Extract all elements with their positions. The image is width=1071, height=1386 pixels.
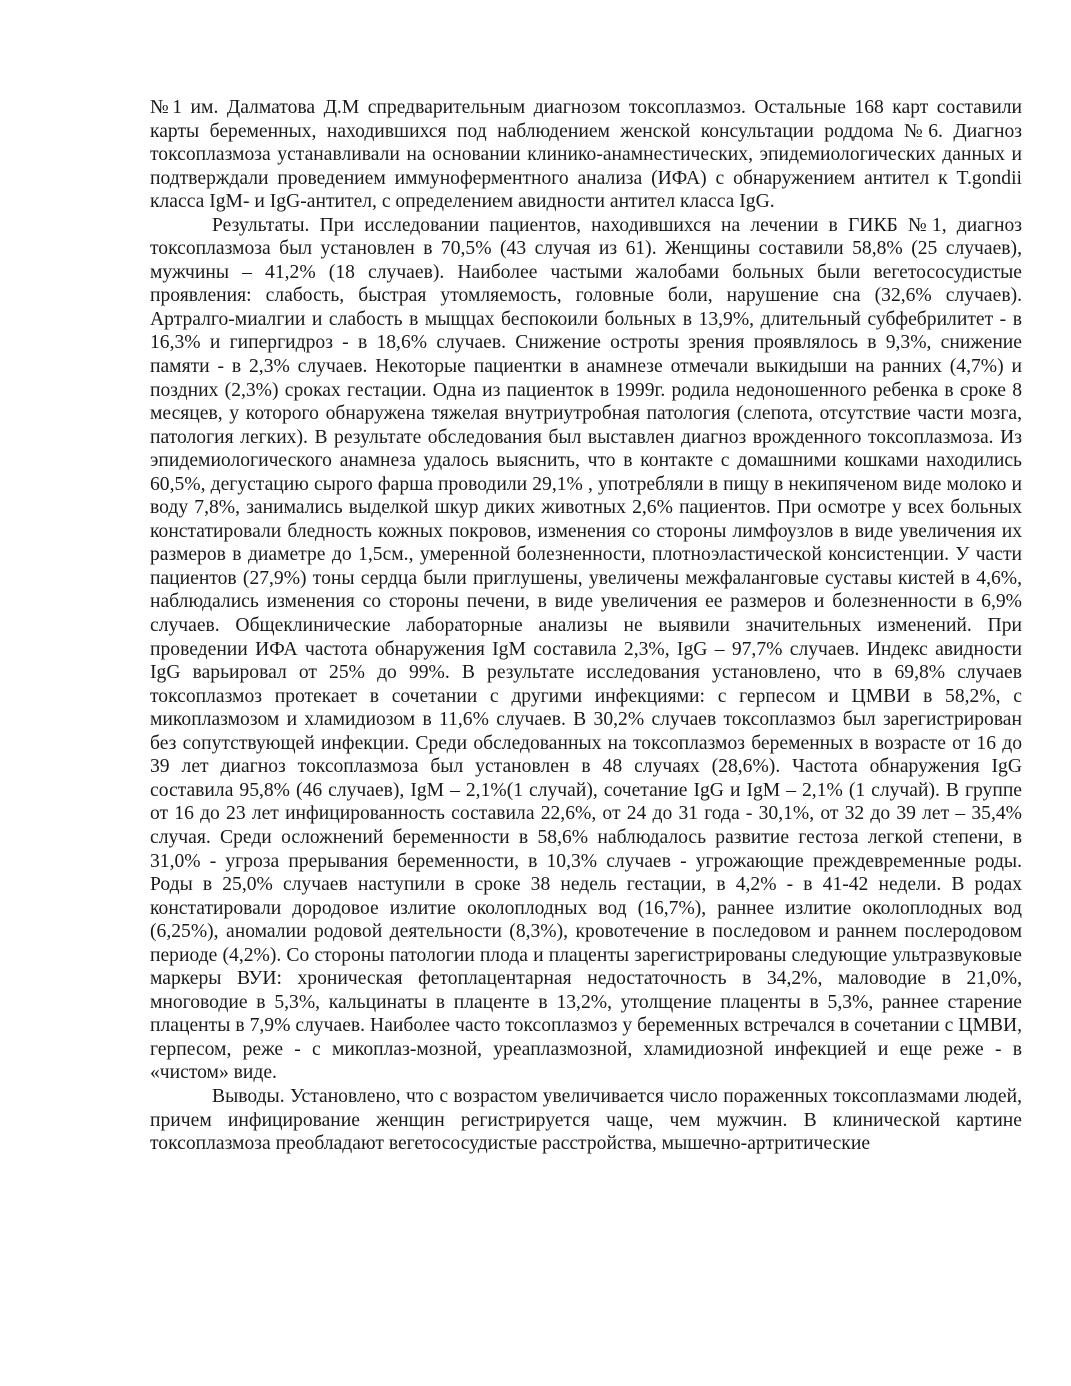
paragraph-results: Результаты. При исследовании пациентов, находившихся на лечении в ГИКБ №1, диагноз токсоплазмоза был установлен в 70,5% (43 случая из 61). Женщины составили 58,8% (25 случаев), мужчины – 41,2% (18 случаев). Наиболее частыми жалобами больных были вегетососудистые проявления: слабость, быстрая утомляемость, головные боли, нарушение сна (32,6% случаев). Артралго-миалгии и слабость в мыщцах беспокоили больных в 13,9%, длительный субфебрилитет - в 16,3% и гипергидроз - в 18,6% случаев. Снижение остроты зрения проявлялось в 9,3%, снижение памяти - в 2,3% случаев. Некоторые пациентки в анамнезе отмечали выкидыши на ранних (4,7%) и поздних (2,3%) сроках гестации. Одна из пациенток в 1999г. родила недоношенного ребенка в сроке 8 месяцев, у которого обнаружена тяжелая внутриутробная патология (слепота, отсутствие части мозга, патология легких). В результате обследования был выставлен диагноз врожденного токсоплазмоза. Из эпидемиологического анамнеза удалось выяснить, что в контакте с домашними кошками находились 60,5%, дегустацию сырого фарша проводили 29,1% , употребляли в пищу в некипяченом виде молоко и воду 7,8%, занимались выделкой шкур диких животных 2,6% пациентов. При осмотре у всех больных констатировали бледность кожных покровов, изменения со стороны лимфоузлов в виде увеличения их размеров в диаметре до 1,5см., умеренной болезненности, плотноэластической консистенции. У части пациентов (27,9%) тоны сердца были приглушены, увеличены межфаланговые суставы кистей в 4,6%, наблюдались изменения со стороны печени, в виде увеличения ее размеров и болезненности в 6,9% случаев. Общеклинические лабораторные анализы не выявили значительных изменений. При проведении ИФА частота обнаружения IgM составила 2,3%, IgG – 97,7% случаев. Индекс авидности IgG варьировал от 25% до 99%. В результате исследования установлено, что в 69,8% случаев токсоплазмоз протекает в сочетании с другими инфекциями: с герпесом и ЦМВИ в 58,2%, с микоплазмозом и хламидиозом в 11,6% случаев. В 30,2% случаев токсоплазмоз был зарегистрирован без сопутствующей инфекции. Среди обследованных на токсоплазмоз беременных в возрасте от 16 до 39 лет диагноз токсоплазмоза был установлен в 48 случаях (28,6%). Частота обнаружения IgG составила 95,8% (46 случаев), IgM – 2,1%(1 случай), сочетание IgG и IgM – 2,1% (1 случай). В группе от 16 до 23 лет инфицированность составила 22,6%, от 24 до 31 года - 30,1%, от 32 до 39 лет – 35,4% случая. Среди осложнений беременности в 58,6% наблюдалось развитие гестоза легкой степени, в 31,0% - угроза прерывания беременности, в 10,3% случаев - угрожающие преждевременные роды. Роды в 25,0% случаев наступили в сроке 38 недель гестации, в 4,2% - в 41-42 недели. В родах констатировали дородовое излитие околоплодных вод (16,7%), раннее излитие околоплодных вод (6,25%), аномалии родовой деятельности (8,3%), кровотечение в последовом и раннем послеродовом периоде (4,2%). Со стороны патологии плода и плаценты зарегистрированы следующие ультразвуковые маркеры ВУИ: хроническая фетоплацентарная недостаточность в 34,2%, маловодие в 21,0%, многоводие в 5,3%, кальцинаты в плаценте в 13,2%, утолщение плаценты в 5,3%, раннее старение плаценты в 7,9% случаев. Наиболее часто токсоплазмоз у беременных встречался в сочетании с ЦМВИ, герпесом, реже - с микоплаз-мозной, уреаплазмозной, хламидиозной инфекцией и еще реже - в «чистом» виде. bbox=[150, 214, 1022, 1084]
paragraph-conclusions: Выводы. Установлено, что с возрастом увеличивается число пораженных токсоплазмами людей, причем инфицирование женщин регистрируется чаще, чем мужчин. В клинической картине токсоплазмоза преобладают вегетососудистые расстройства, мышечно-артритические bbox=[150, 1085, 1022, 1155]
document-page bbox=[150, 96, 1022, 1156]
paragraph-methods: №1 им. Далматова Д.М спредварительным диагнозом токсоплазмоз. Остальные 168 карт составили карты беременных, находившихся под наблюдением женской консультации роддома №6. Диагноз токсоплазмоза устанавливали на основании клинико-анамнестических, эпидемиологических данных и подтверждали проведением иммуноферментного анализа (ИФА) с обнаружением антител к T.gondii класса IgM- и IgG-антител, с определением авидности антител класса IgG. bbox=[150, 97, 1022, 213]
